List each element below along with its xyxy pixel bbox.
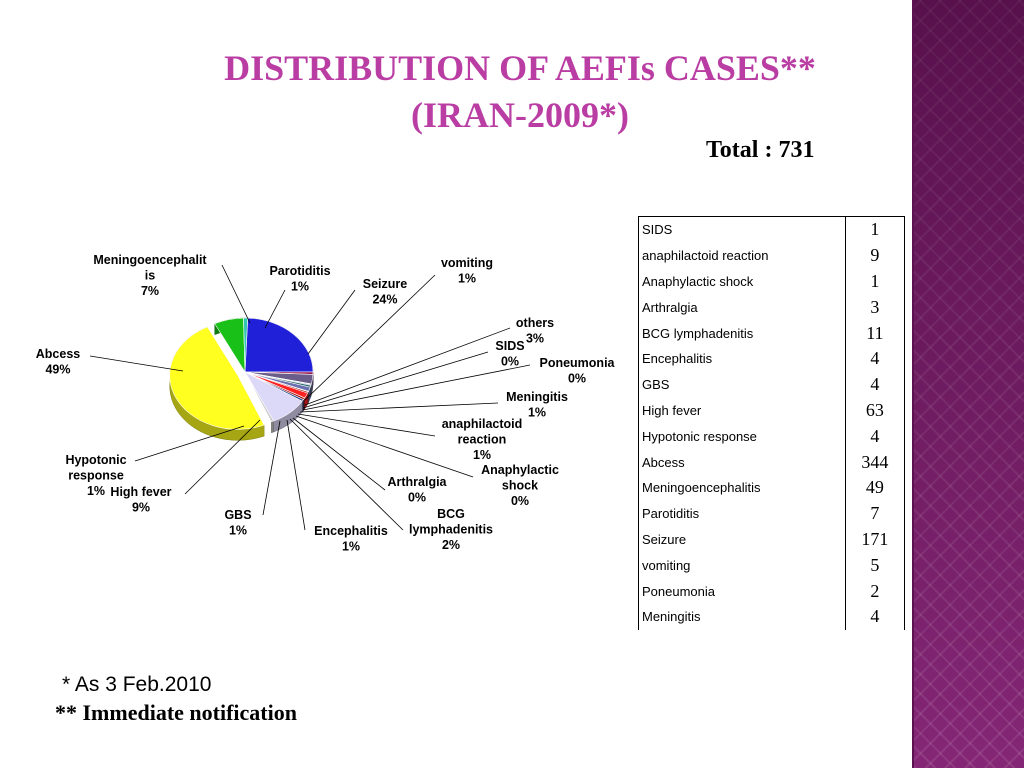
leader-line bbox=[265, 290, 285, 328]
leader-line bbox=[305, 328, 510, 405]
pie-slice-label: Encephalitis 1% bbox=[314, 524, 388, 554]
pie-slice-label: GBS 1% bbox=[224, 508, 252, 538]
leader-line bbox=[293, 418, 385, 490]
table-cell-name: BCG lymphadenitis bbox=[639, 320, 846, 346]
leader-line bbox=[222, 265, 250, 323]
table-row bbox=[639, 423, 905, 449]
leader-line bbox=[287, 420, 305, 530]
table-cell-value: 49 bbox=[845, 475, 904, 501]
slide-title-line-2: (IRAN-2009*) bbox=[411, 95, 629, 135]
table-row bbox=[639, 346, 905, 372]
table-cell-value: 7 bbox=[845, 501, 904, 527]
table-cell-value: 1 bbox=[845, 269, 904, 295]
table-cell-name: Meningoencephalitis bbox=[639, 475, 846, 501]
table-cell-name: Parotiditis bbox=[639, 501, 846, 527]
table-cell-name: Arthralgia bbox=[639, 294, 846, 320]
aefi-table bbox=[638, 216, 905, 630]
pie-slice bbox=[245, 318, 313, 372]
table-row bbox=[639, 527, 905, 553]
table-cell-value: 11 bbox=[845, 320, 904, 346]
total-label: Total : 731 bbox=[706, 137, 815, 163]
table-row bbox=[639, 552, 905, 578]
table-cell-value: 4 bbox=[845, 372, 904, 398]
table-cell-name: anaphilactoid reaction bbox=[639, 243, 846, 269]
pie-slice-label: anaphilactoid reaction 1% bbox=[441, 417, 523, 462]
table-cell-value: 9 bbox=[845, 243, 904, 269]
leader-line bbox=[308, 290, 355, 354]
table-cell-name: Encephalitis bbox=[639, 346, 846, 372]
table-cell-name: SIDS bbox=[639, 217, 846, 243]
table-cell-value: 3 bbox=[845, 294, 904, 320]
table-row bbox=[639, 604, 905, 630]
table-cell-name: Abcess bbox=[639, 449, 846, 475]
pie-slice-side bbox=[271, 421, 273, 433]
pie-slice-label: Abcess 49% bbox=[35, 347, 81, 377]
table-cell-value: 4 bbox=[845, 604, 904, 630]
leader-line bbox=[263, 421, 280, 515]
table-row bbox=[639, 294, 905, 320]
slide-title-line-1: DISTRIBUTION OF AEFIs CASES** bbox=[224, 48, 816, 88]
pie-slice-label: Parotiditis 1% bbox=[269, 264, 331, 294]
table-row bbox=[639, 398, 905, 424]
pie-slice-label: Meningoencephalit is 7% bbox=[93, 253, 207, 298]
table-row bbox=[639, 269, 905, 295]
leader-line bbox=[305, 275, 435, 400]
table-cell-value: 1 bbox=[845, 217, 904, 243]
leader-line bbox=[90, 356, 183, 371]
table-cell-name: Seizure bbox=[639, 527, 846, 553]
table-cell-name: Meningitis bbox=[639, 604, 846, 630]
table-cell-value: 171 bbox=[845, 527, 904, 553]
leader-line bbox=[135, 426, 244, 461]
pie-slice-label: Meningitis 1% bbox=[506, 390, 568, 420]
table-cell-name: Poneumonia bbox=[639, 578, 846, 604]
pie-slice-label: vomiting 1% bbox=[440, 256, 494, 286]
pie-slice-label: Arthralgia 0% bbox=[387, 475, 447, 505]
aefi-pie-chart bbox=[0, 240, 640, 570]
pie-slice-label: High fever 9% bbox=[110, 485, 172, 515]
footnote-notification: ** Immediate notification bbox=[55, 700, 297, 725]
leader-line bbox=[298, 414, 435, 436]
table-row bbox=[639, 217, 905, 243]
table-cell-value: 5 bbox=[845, 552, 904, 578]
table-row bbox=[639, 475, 905, 501]
pie-slice-label: Hypotonic response 1% bbox=[65, 453, 127, 498]
pie-slice-label: Poneumonia 0% bbox=[539, 356, 615, 386]
table-row bbox=[639, 449, 905, 475]
table-cell-value: 4 bbox=[845, 423, 904, 449]
table-cell-value: 2 bbox=[845, 578, 904, 604]
table-cell-value: 344 bbox=[845, 449, 904, 475]
leader-line bbox=[303, 352, 488, 408]
table-row bbox=[639, 372, 905, 398]
table-row bbox=[639, 320, 905, 346]
table-row bbox=[639, 243, 905, 269]
decorative-sidebar bbox=[912, 0, 1024, 768]
table-cell-name: vomiting bbox=[639, 552, 846, 578]
table-cell-value: 4 bbox=[845, 346, 904, 372]
leader-line bbox=[290, 419, 403, 530]
table-cell-value: 63 bbox=[845, 398, 904, 424]
table-cell-name: GBS bbox=[639, 372, 846, 398]
table-row bbox=[639, 501, 905, 527]
footnote-date: * As 3 Feb.2010 bbox=[62, 673, 212, 696]
pie-slice-label: Seizure 24% bbox=[362, 277, 408, 307]
pie-slice-label: BCG lymphadenitis 2% bbox=[408, 507, 494, 552]
pie-slice-label: others 3% bbox=[515, 316, 555, 346]
table-cell-name: Hypotonic response bbox=[639, 423, 846, 449]
table-row bbox=[639, 578, 905, 604]
table-cell-name: High fever bbox=[639, 398, 846, 424]
table-cell-name: Anaphylactic shock bbox=[639, 269, 846, 295]
pie-slice-label: Anaphylactic shock 0% bbox=[481, 463, 559, 508]
pie-slice-label: SIDS 0% bbox=[495, 339, 525, 369]
